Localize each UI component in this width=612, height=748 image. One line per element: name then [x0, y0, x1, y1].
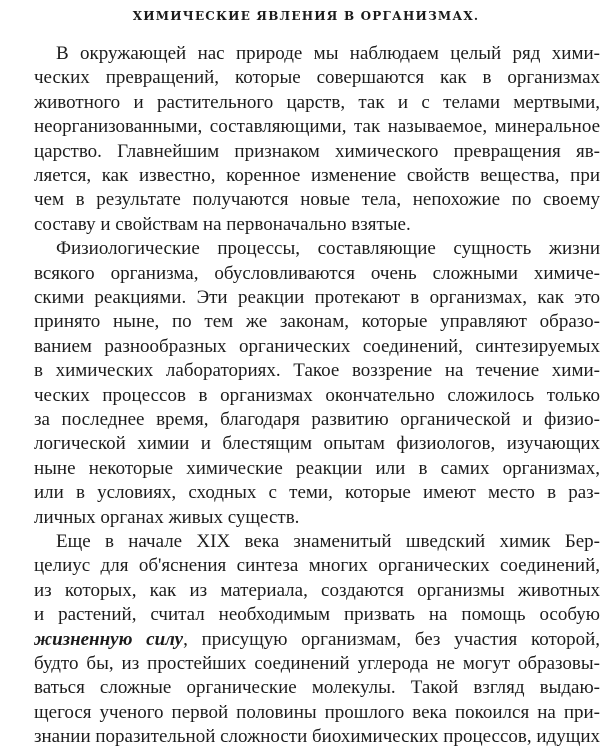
- text-line: щегося ученого первой половины прошлого века покоился на при-: [34, 701, 600, 723]
- text-line: или в условиях, сходных с теми, которые имеют место в раз-: [34, 482, 600, 504]
- text-line: ванием разнообразных органических соединений, синтезируемых: [34, 335, 600, 357]
- text-line: ческих процессов в организмах окончательно сложилось только: [34, 384, 600, 406]
- text-line: будто бы, из простейших соединений углерода не могут образовы-: [34, 653, 600, 674]
- text-line: животного и растительного царств, так и с телами мертвыми,: [34, 91, 600, 113]
- text-line: за последнее время, благодаря развитию органической и физио-: [34, 409, 600, 430]
- paragraph-first-line: В окружающей нас природе мы наблюдаем целый ряд хими-: [56, 43, 600, 64]
- text-line: логической химии и блестящим опытам физиологов, изучающих: [34, 433, 600, 455]
- text-line: скими реакциями. Эти реакции протекают в организмах, как это: [34, 287, 600, 308]
- document-title: ХИМИЧЕСКИЕ ЯВЛЕНИЯ В ОРГАНИЗМАХ.: [132, 9, 480, 23]
- text-line: чем в результате получаются новые тела, непохожие по своему: [34, 189, 600, 211]
- text-line: знании поразительной сложности биохимических процессов, идущих: [34, 726, 600, 748]
- text-line: целиус для об'яснения синтеза многих органических соединений,: [34, 555, 600, 577]
- paragraph-first-line: Еще в начале XIX века знаменитый шведский химик Бер-: [56, 531, 600, 552]
- text-line: ляется, как известно, коренное изменение свойств вещества, при: [34, 165, 600, 186]
- text-line: личных органах живых существ.: [34, 506, 300, 528]
- text-line: принято ныне, по тем же законам, которые управляют образо-: [34, 311, 600, 333]
- text-line: ваться сложные органические молекулы. Такой взгляд выдаю-: [34, 677, 600, 699]
- text-line: составу и свойствам на первоначально взятые.: [34, 213, 411, 235]
- text-line: и растений, считал необходимым призвать на помощь особую: [34, 604, 600, 626]
- emphasis-text: жизненную силу: [34, 628, 184, 650]
- text-line: жизненную силу, присущую организмам, без участия которой,: [34, 628, 600, 650]
- text-line: всякого организма, обусловливаются очень сложными химиче-: [34, 262, 600, 284]
- text-line: неорганизованными, составляющими, так называемое, минеральное: [34, 116, 600, 138]
- text-line: в химических лабораториях. Такое воззрение на течение хими-: [34, 360, 600, 382]
- text-line: ныне некоторые химические реакции или в самих организмах,: [34, 457, 600, 479]
- text-line: ческих превращений, которые совершаются как в организмах: [34, 67, 600, 89]
- text-line: из которых, как из материала, создаются организмы животных: [34, 579, 600, 601]
- text-line: царство. Главнейшим признаком химического превращения яв-: [34, 140, 600, 162]
- paragraph-first-line: Физиологические процессы, составляющие сущность жизни: [56, 238, 600, 260]
